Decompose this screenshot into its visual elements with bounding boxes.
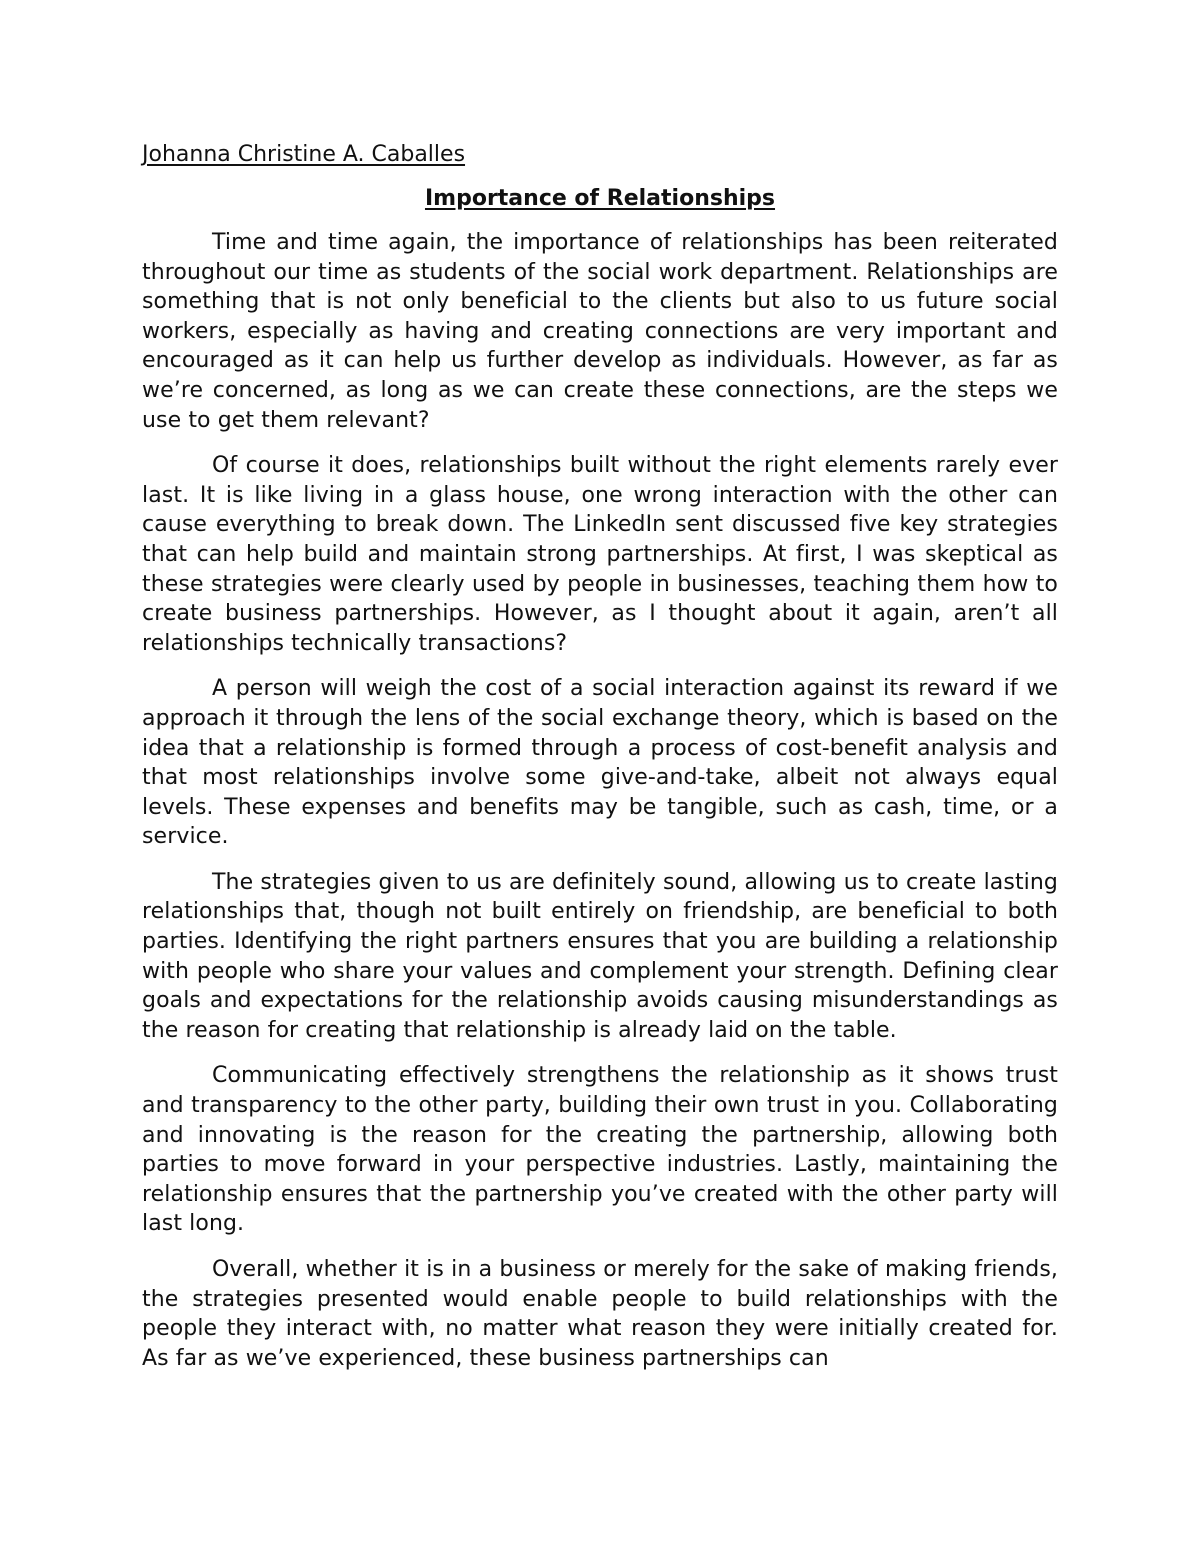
paragraph-4: The strategies given to us are definitely sound, allowing us to create lasting relationships that, though not built entirely on friendship, are beneficial to both parties. Identifying the right partners ensures that you are building a relationship with people who share your values and complement your strength. Defining clear goals and expectations for the relationship avoids causing misunderstandings as the reason for creating that relationship is already laid on the table. bbox=[142, 869, 1058, 1043]
paragraph-6: Overall, whether it is in a business or merely for the sake of making friends, the strategies presented would enable people to build relationships with the people they interact with, no matter what reason they were initially created for. As far as we’ve experienced, these business partnerships can bbox=[142, 1257, 1058, 1371]
paragraph-5: Communicating effectively strengthens the relationship as it shows trust and transparency to the other party, building their own trust in you. Collaborating and innovating is the reason for the creating the partnership, allowing both parties to move forward in your perspective industries. Lastly, maintaining the relationship ensures that the partnership you’ve created with the other party will last long. bbox=[142, 1063, 1058, 1237]
document-page bbox=[142, 140, 1058, 1389]
paragraph-2: Of course it does, relationships built without the right elements rarely ever last. It is like living in a glass house, one wrong interaction with the other can cause everything to break down. The LinkedIn sent discussed five key strategies that can help build and maintain strong partnerships. At first, I was skeptical as these strategies were clearly used by people in businesses, teaching them how to create business partnerships. However, as I thought about it again, aren’t all relationships technically transactions? bbox=[142, 453, 1058, 656]
paragraph-1: Time and time again, the importance of relationships has been reiterated throughout our time as students of the social work department. Relationships are something that is not only beneficial to the clients but also to us future social workers, especially as having and creating connections are very important and encouraged as it can help us further develop as individuals. However, as far as we’re concerned, as long as we can create these connections, are the steps we use to get them relevant? bbox=[142, 230, 1058, 433]
document-title: Importance of Relationships bbox=[424, 186, 776, 211]
paragraph-3: A person will weigh the cost of a social interaction against its reward if we approach it through the lens of the social exchange theory, which is based on the idea that a relationship is formed through a process of cost-benefit analysis and that most relationships involve some give-and-take, albeit not always equal levels. These expenses and benefits may be tangible, such as cash, time, or a service. bbox=[142, 676, 1058, 850]
author-name: Johanna Christine A. Caballes bbox=[142, 142, 466, 167]
